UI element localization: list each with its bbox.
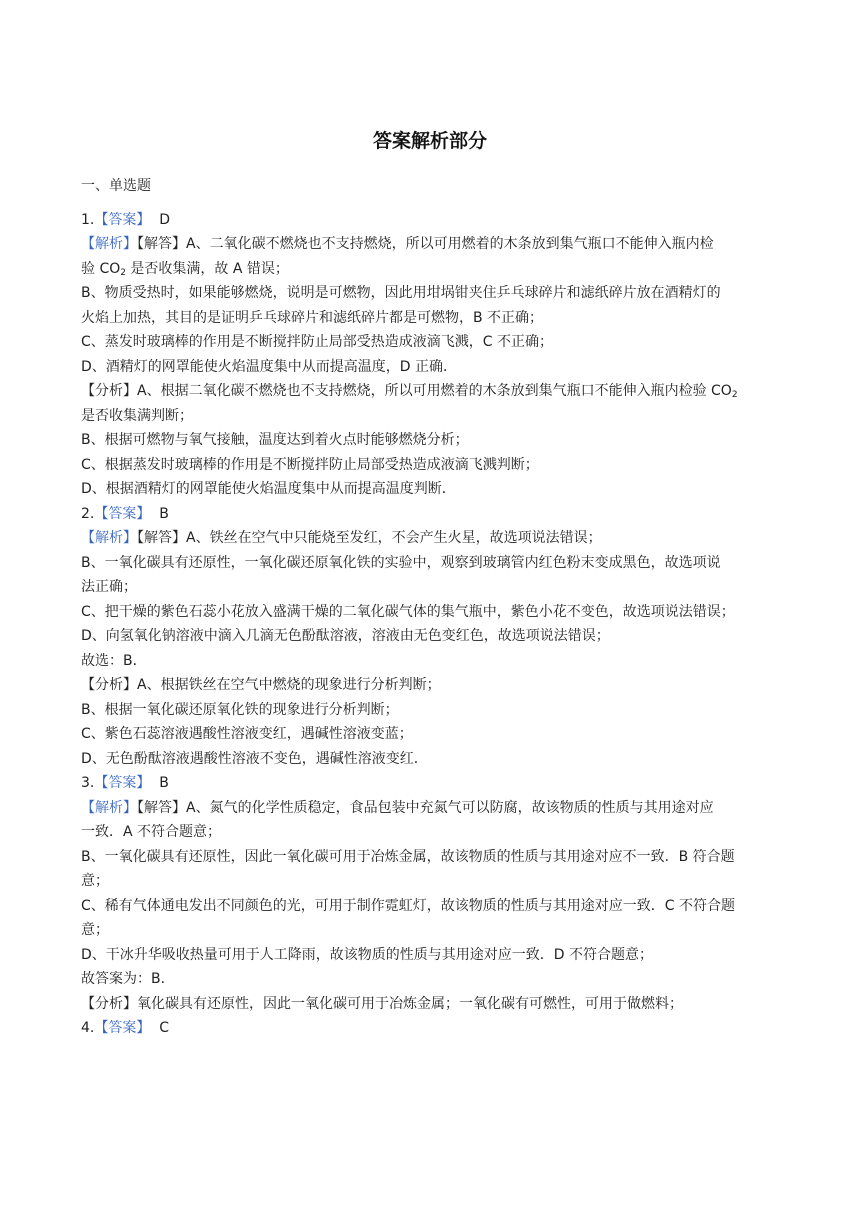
text-line: C、把干燥的紫色石蕊小花放入盛满干燥的二氧化碳气体的集气瓶中，紫色小花不变色，故选项说法错误； [81,603,735,620]
q1-answer-line [81,208,781,233]
text-line: 验 $CO_2$ 是否收集满，故 A 错误； [81,260,289,278]
q2-answer-line [81,502,781,527]
text-line: B、物质受热时，如果能够燃烧，说明是可燃物，因此用坩埚钳夹住乒乓球碎片和滤纸碎片放在酒精灯的 [81,285,721,301]
answer-label: 【答案】 [94,775,151,791]
answer-label: 【答案】 [94,505,151,522]
detail-label: 【解答】 [137,530,186,546]
text: A、二氧化碳不燃烧也不支持燃烧，所以可用燃着的木条放到集气瓶口不能伸入瓶内检 [186,236,714,252]
explain-label: 【解析】 [81,799,137,816]
text-line: D、向氢氧化钠溶液中滴入几滴无色酚酞溶液，溶液由无色变红色，故选项说法错误； [81,628,610,644]
q1-solution-line [81,232,781,257]
page-title: 答案解析部分 [372,130,487,152]
analysis-label: 【分析】 [81,383,137,399]
document-content [81,174,781,1041]
text-line: 法正确； [81,579,137,595]
q1-analysis-line: 【分析】A、根据二氧化碳不燃烧也不支持燃烧，所以可用燃着的木条放到集气瓶口不能伸入瓶内检验 $CO_2$ [81,383,738,400]
text-line: 故答案为：B． [81,971,175,987]
q1-answer: D [159,211,171,228]
section-heading: 一、单选题 [81,178,151,194]
text-line: C、紫色石蕊溶液遇酸性溶液变红，遇碱性溶液变蓝； [81,726,413,742]
q3-solution-line: 【解析】【解答】A、氮气的化学性质稳定，食品包装中充氮气可以防腐，故该物质的性质与其用途对应 [81,799,714,816]
text-line: 意； [81,922,109,938]
text-line: 一致．A 不符合题意； [81,824,222,840]
q2-solution-line: 【解析】【解答】A、铁丝在空气中只能烧至发红，不会产生火星，故选项说法错误； [81,530,602,546]
text-line: D、无色酚酞溶液遇酸性溶液不变色，遇碱性溶液变红． [81,750,428,767]
text-line: D、根据酒精灯的网罩能使火焰温度集中从而提高温度判断． [81,481,456,497]
q3-answer: B [159,775,169,791]
analysis-label: 【分析】 [81,995,137,1012]
detail-label: 【解答】 [137,236,186,252]
text-line: C、蒸发时玻璃棒的作用是不断搅拌防止局部受热造成液滴飞溅，C 不正确； [81,334,553,350]
detail-label: 【解答】 [137,799,186,816]
text-line: B、一氧化碳具有还原性，因此一氧化碳可用于冶炼金属，故该物质的性质与其用途对应不一致．B 符合题 [81,848,735,865]
q2-answer: B [159,505,169,522]
q1-number: 1. [81,211,95,228]
q3-number: 3. [81,775,95,791]
analysis-label: 【分析】 [81,677,137,693]
q3-analysis-line: 【分析】氧化碳具有还原性，因此一氧化碳可用于冶炼金属；一氧化碳有可燃性，可用于做燃料； [81,995,683,1012]
q2-analysis-line: 【分析】A、根据铁丝在空气中燃烧的现象进行分析判断； [81,677,441,693]
explain-label: 【解析】 [81,530,137,546]
answer-label: 【答案】 [94,1020,151,1036]
q2-number: 2. [81,505,95,522]
q4-answer: C [159,1020,170,1036]
text-line: B、根据可燃物与氧气接触，温度达到着火点时能够燃烧分析； [81,432,469,448]
text-line: D、干冰升华吸收热量可用于人工降雨，故该物质的性质与其用途对应一致．D 不符合题意； [81,946,654,963]
text-line: 是否收集满判断； [81,407,193,424]
text-line: 火焰上加热，其目的是证明乒乓球碎片和滤纸碎片都是可燃物，B 不正确； [81,309,544,326]
text-line: 故选：B． [81,652,147,669]
q3-answer-line [81,771,781,796]
text-line: 意； [81,873,109,889]
text-line: C、根据蒸发时玻璃棒的作用是不断搅拌防止局部受热造成液滴飞溅判断； [81,456,539,473]
text-line: B、一氧化碳具有还原性，一氧化碳还原氧化铁的实验中，观察到玻璃管内红色粉末变成黑色，故选项说 [81,554,721,571]
text-line: B、根据一氧化碳还原氧化铁的现象进行分析判断； [81,701,399,718]
q4-answer-line [81,1016,781,1041]
q4-number: 4. [81,1020,95,1036]
answer-label: 【答案】 [94,211,151,228]
text-line: C、稀有气体通电发出不同颜色的光，可用于制作霓虹灯，故该物质的性质与其用途对应一致．C 不符合题 [81,897,735,914]
explain-label: 【解析】 [81,236,137,252]
text-line: D、酒精灯的网罩能使火焰温度集中从而提高温度，D 正确． [81,358,458,375]
